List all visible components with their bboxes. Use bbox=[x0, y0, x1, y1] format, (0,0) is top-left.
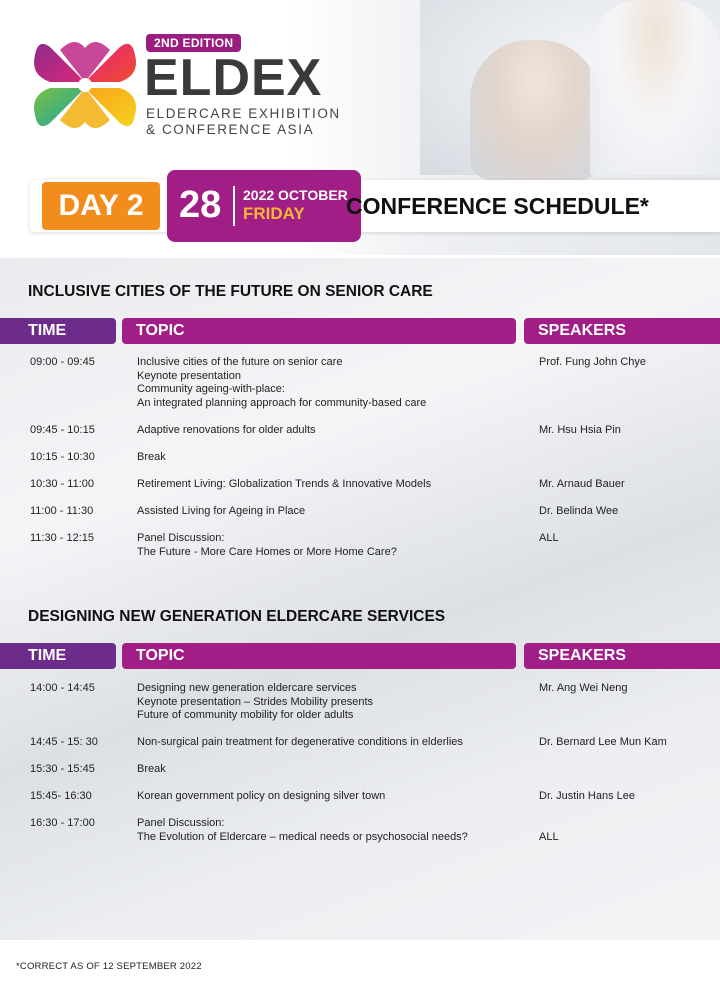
row-topic bbox=[137, 356, 517, 410]
date-number: 28 bbox=[179, 184, 222, 226]
row-time: 11:30 - 12:15 bbox=[30, 532, 95, 544]
row-speaker: Mr. Ang Wei Neng bbox=[539, 682, 628, 694]
footnote: *CORRECT AS OF 12 SEPTEMBER 2022 bbox=[16, 961, 202, 972]
header-photo-doctor bbox=[590, 0, 720, 175]
topic-line: Panel Discussion: bbox=[137, 817, 225, 829]
topic-line: Non-surgical pain treatment for degenerative conditions in elderlies bbox=[137, 736, 463, 748]
row-topic bbox=[137, 451, 517, 465]
header-topic: TOPIC bbox=[122, 318, 516, 344]
topic-line: Keynote presentation bbox=[137, 369, 241, 382]
topic-line: Retirement Living: Globalization Trends & Innovative Models bbox=[137, 478, 432, 490]
row-speaker: Dr. Justin Hans Lee bbox=[539, 790, 635, 802]
table-header bbox=[0, 318, 720, 344]
topic-line: The Future - More Care Homes or More Home Care? bbox=[137, 545, 397, 558]
row-time: 15:45- 16:30 bbox=[30, 790, 92, 802]
date-month: 2022 OCTOBER bbox=[243, 187, 348, 203]
edition-badge: 2ND EDITION bbox=[146, 34, 241, 52]
header bbox=[0, 0, 720, 255]
topic-line: Community ageing-with-place: bbox=[137, 383, 285, 395]
date-weekday: FRIDAY bbox=[243, 204, 305, 223]
topic-line: Future of community mobility for older adults bbox=[137, 709, 354, 721]
header-speakers: SPEAKERS bbox=[524, 318, 720, 344]
brand-subtitle bbox=[146, 106, 341, 138]
row-speaker: ALL bbox=[539, 532, 559, 544]
row-time: 14:45 - 15: 30 bbox=[30, 736, 98, 748]
table-header bbox=[0, 643, 720, 669]
brand-name: ELDEX bbox=[144, 49, 323, 107]
row-topic bbox=[137, 763, 517, 777]
row-topic bbox=[137, 736, 517, 750]
topic-line: Break bbox=[137, 763, 166, 775]
date-block bbox=[167, 170, 361, 242]
row-speaker: Dr. Bernard Lee Mun Kam bbox=[539, 736, 667, 748]
brand-subtitle-line1: ELDERCARE EXHIBITION bbox=[146, 106, 341, 121]
row-time: 16:30 - 17:00 bbox=[30, 817, 95, 829]
schedule-title: CONFERENCE SCHEDULE* bbox=[346, 193, 649, 219]
section-title: DESIGNING NEW GENERATION ELDERCARE SERVICES bbox=[28, 608, 446, 625]
row-topic bbox=[137, 790, 517, 804]
topic-line: Korean government policy on designing silver town bbox=[137, 790, 386, 802]
row-topic bbox=[137, 505, 517, 519]
row-time: 10:30 - 11:00 bbox=[30, 478, 95, 490]
topic-line: An integrated planning approach for community-based care bbox=[137, 396, 427, 409]
eldex-logo-icon bbox=[30, 30, 140, 140]
row-speaker: Mr. Arnaud Bauer bbox=[539, 478, 625, 490]
row-topic bbox=[137, 532, 517, 559]
header-photo-patient bbox=[470, 40, 600, 180]
date-divider bbox=[233, 186, 235, 226]
topic-line: Assisted Living for Ageing in Place bbox=[137, 505, 306, 517]
row-time: 11:00 - 11:30 bbox=[30, 505, 94, 517]
day-bar bbox=[30, 170, 720, 240]
row-speaker: Mr. Hsu Hsia Pin bbox=[539, 424, 621, 436]
day-label: DAY 2 bbox=[42, 182, 160, 230]
header-topic: TOPIC bbox=[122, 643, 516, 669]
row-speaker: Dr. Belinda Wee bbox=[539, 505, 619, 517]
topic-line: Panel Discussion: bbox=[137, 532, 225, 544]
row-topic bbox=[137, 478, 517, 492]
header-time: TIME bbox=[0, 318, 116, 344]
row-topic bbox=[137, 424, 517, 438]
row-time: 14:00 - 14:45 bbox=[30, 682, 95, 694]
topic-line: Designing new generation eldercare services bbox=[137, 682, 357, 694]
topic-line: Break bbox=[137, 451, 166, 463]
header-time: TIME bbox=[0, 643, 116, 669]
row-time: 09:00 - 09:45 bbox=[30, 356, 95, 368]
header-speakers: SPEAKERS bbox=[524, 643, 720, 669]
section-title: INCLUSIVE CITIES OF THE FUTURE ON SENIOR CARE bbox=[28, 283, 433, 300]
row-time: 10:15 - 10:30 bbox=[30, 451, 95, 463]
topic-line: The Evolution of Eldercare – medical needs or psychosocial needs? bbox=[137, 830, 468, 843]
row-time: 09:45 - 10:15 bbox=[30, 424, 95, 436]
brand-subtitle-line2: & CONFERENCE ASIA bbox=[146, 122, 315, 137]
row-speaker: Prof. Fung John Chye bbox=[539, 356, 647, 368]
topic-line: Adaptive renovations for older adults bbox=[137, 424, 316, 436]
row-topic bbox=[137, 817, 517, 844]
row-topic bbox=[137, 682, 517, 723]
row-time: 15:30 - 15:45 bbox=[30, 763, 95, 775]
row-speaker: ALL bbox=[539, 830, 559, 843]
topic-line: Keynote presentation – Strides Mobility presents bbox=[137, 695, 374, 708]
topic-line: Inclusive cities of the future on senior care bbox=[137, 356, 343, 368]
